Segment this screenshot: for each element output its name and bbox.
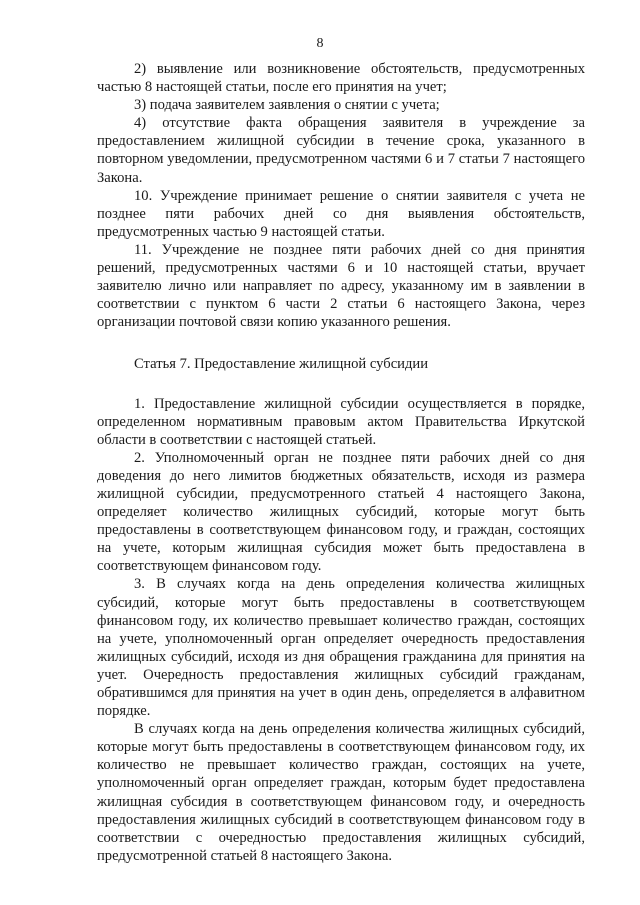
article-title: Статья 7. Предоставление жилищной субсидии (134, 356, 429, 373)
paragraph: 3) подача заявителем заявления о снятии с учета; (134, 97, 440, 114)
paragraph: 2) выявление или возникновение обстоятельств, предусмотренных частью 8 настоящей статьи, после его принятия на учет; (97, 61, 585, 96)
paragraph: 4) отсутствие факта обращения заявителя в учреждение за предоставлением жилищной субсидии в течение срока, указанного в повторном уведомлении, предусмотренном частями 6 и 7 статьи 7 настоящего Закона. (97, 115, 585, 186)
paragraph: 11. Учреждение не позднее пяти рабочих дней со дня принятия решений, предусмотренных частями 6 и 10 настоящей статьи, вручает заявителю лично или направляет по адресу, указанному им в заявлении в соответствии с пунктом 6 части 2 статьи 6 настоящего Закона, через организации почтовой связи копию указанного решения. (97, 241, 585, 331)
paragraph: 10. Учреждение принимает решение о снятии заявителя с учета не позднее пяти рабочих дней со дня выявления обстоятельств, предусмотренных частью 9 настоящей статьи. (97, 187, 585, 240)
paragraph: 2. Уполномоченный орган не позднее пяти рабочих дней со дня доведения до него лимитов бюджетных обязательств, исходя из размера жилищной субсидии, предусмотренного статьей 4 настоящего Закона, определяет количество жилищных субсидий, которые могут быть предоставлены в соответствующем финансовом году, и граждан, состоящих на учете, которым жилищная субсидия может быть предоставлена в соответствующем финансовом году. (97, 449, 585, 575)
paragraph: В случаях когда на день определения количества жилищных субсидий, которые могут быть предоставлены в соответствующем финансовом году, их количество не превышает количество граждан, состоящих на учете, уполномоченный орган определяет граждан, которым будет предоставлена жилищная субсидия в соответствующем финансовом году, и очередность предоставления жилищных субсидий в соответствующем финансовом году в соответствии с очередностью предоставления жилищных субсидий, предусмотренной статьей 8 настоящего Закона. (97, 721, 585, 864)
page-number: 8 (316, 36, 324, 51)
paragraph: 3. В случаях когда на день определения количества жилищных субсидий, которые могут быть предоставлены в соответствующем финансовом году, их количество превышает количество граждан, состоящих на учете, уполномоченный орган определяет очередность предоставления жилищных субсидий, исходя из дня обращения гражданина для принятия на учет. Очередность предоставления жилищных субсидий гражданам, обратившимся для принятия на учет в один день, определяется в алфавитном порядке. (97, 576, 585, 720)
paragraph: 1. Предоставление жилищной субсидии осуществляется в порядке, определенном нормативным правовым актом Правительства Иркутской области в соответствии с настоящей статьей. (97, 395, 585, 448)
document-body (97, 60, 585, 865)
